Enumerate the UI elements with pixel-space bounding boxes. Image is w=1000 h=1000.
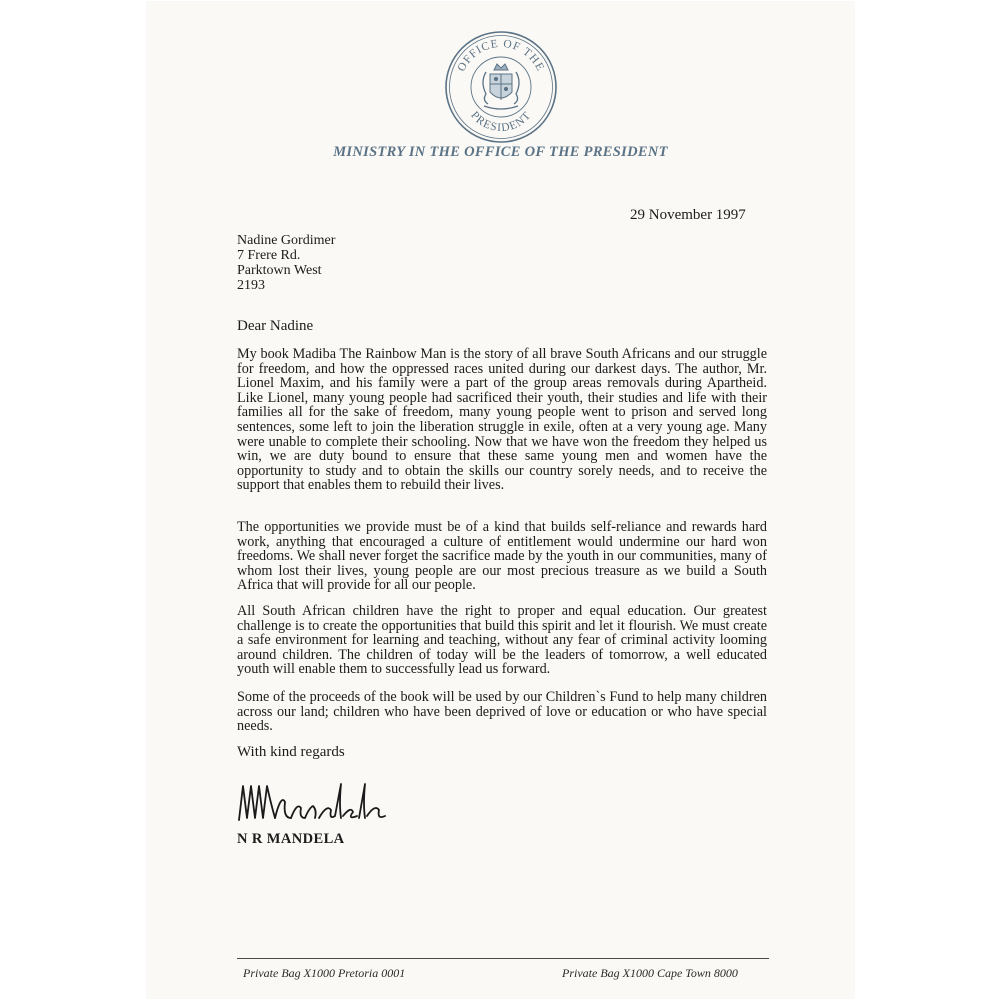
seal-top-textpath: OFFICE OF THE: [455, 37, 547, 74]
footer-divider: [237, 958, 769, 959]
signature-icon: [235, 774, 405, 832]
footer-cape-town-address: Private Bag X1000 Cape Town 8000: [562, 966, 738, 980]
seal-emblem-icon: [444, 30, 558, 144]
footer-pretoria-address: Private Bag X1000 Pretoria 0001: [243, 966, 406, 980]
body-paragraph-2: The opportunities we provide must be of a kind that builds self-reliance and rewards hard work, anything that encouraged a culture of entitlement would undermine our hard won freedoms. We shall never forget the sacrifice made by the youth in our communities, many of whom lost their lives, young people are our most precious treasure as we build a South Africa that will provide for all our people.: [237, 519, 767, 594]
ministry-letterhead: MINISTRY IN THE OFFICE OF THE PRESIDENT: [333, 144, 668, 160]
recipient-postal-code: 2193: [237, 278, 265, 293]
recipient-suburb: Parktown West: [237, 263, 322, 278]
recipient-street: 7 Frere Rd.: [237, 248, 301, 263]
coat-of-arms-icon: [483, 64, 519, 109]
seal-bottom-text: [468, 109, 534, 134]
closing-line: With kind regards: [237, 744, 345, 760]
body-paragraph-4: Some of the proceeds of the book will be used by our Children`s Fund to help many children across our land; children who have been deprived of love or education or who have special needs.: [237, 689, 767, 735]
letter-date: 29 November 1997: [630, 207, 746, 223]
body-paragraph-1: My book Madiba The Rainbow Man is the story of all brave South Africans and our struggle for freedom, and how the oppressed races united during our darkest days. The author, Mr. Lionel Maxim, and his family were a part of the group areas removals during Apartheid. Like Lionel, many young people had sacrificed their youth, their studies and life with their families all for the sake of freedom, many young people went to prison and served long sentences, some left to join the liberation struggle in exile, often at a very young age. Many were unable to complete their schooling. Now that we have won the freedom they helped us win, we are duty bound to ensure that these same young men and women have the opportunity to study and to obtain the skills our country sorely needs, and to receive the support that enables them to rebuild their lives.: [237, 346, 767, 494]
salutation: Dear Nadine: [237, 318, 314, 334]
seal-bottom-textpath: PRESIDENT: [468, 109, 534, 135]
signer-name: N R MANDELA: [237, 831, 345, 847]
body-paragraph-3: All South African children have the right to proper and equal education. Our greatest challenge is to create the opportunities that build this spirit and let it flourish. We must create a safe environment for learning and teaching, without any fear of criminal activity looming around children. The children of today will be the leaders of tomorrow, a well educated youth will enable them to successfully lead us forward.: [237, 603, 767, 678]
recipient-name: Nadine Gordimer: [237, 233, 336, 248]
handwritten-signature: [235, 774, 405, 832]
recipient-address: [237, 233, 335, 293]
office-of-the-president-seal: [444, 30, 558, 144]
letter-page: [147, 2, 854, 998]
